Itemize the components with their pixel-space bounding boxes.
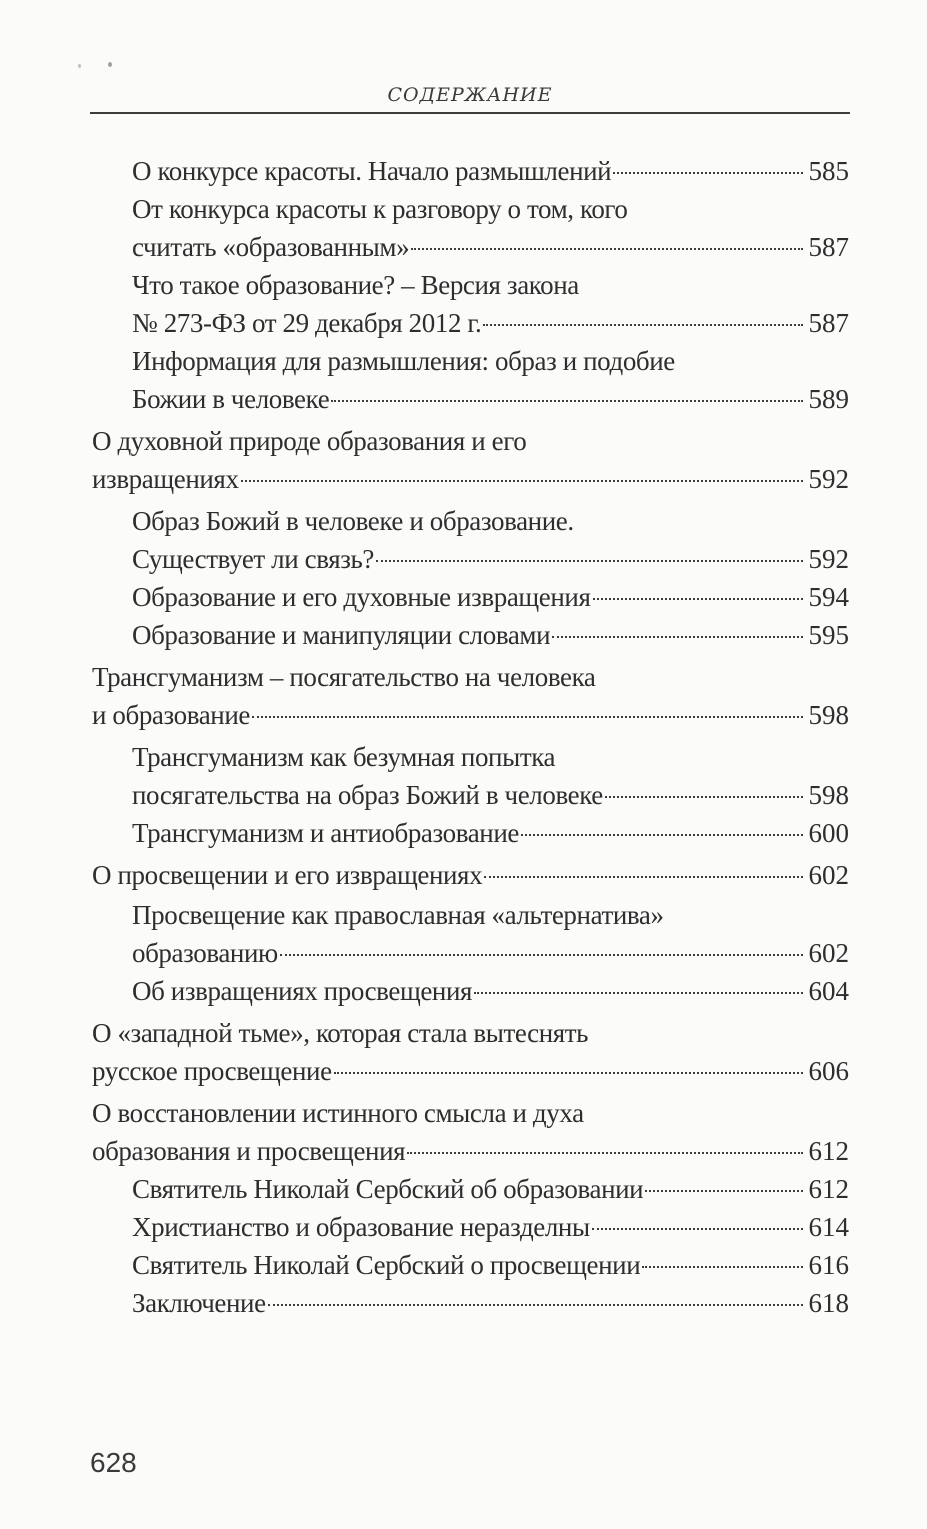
- toc-entry[interactable]: [92, 1132, 849, 1170]
- toc-entry-title-cont: Божии в человеке: [132, 384, 330, 414]
- leader-dots: [280, 954, 803, 956]
- toc-entry[interactable]: [132, 1170, 849, 1208]
- leader-dots: [605, 796, 803, 798]
- toc-entry-line[interactable]: [132, 342, 849, 380]
- toc-entry[interactable]: [132, 934, 849, 972]
- toc-page-number: 602: [808, 860, 849, 890]
- toc-page-number: 585: [808, 156, 849, 186]
- leader-dots: [334, 1072, 803, 1074]
- toc-entry-title: Христианство и образование неразделны: [132, 1212, 590, 1242]
- toc-page-number: 592: [808, 464, 849, 494]
- toc-page-number: 612: [808, 1136, 849, 1166]
- leader-dots: [411, 248, 802, 250]
- toc-entry[interactable]: [132, 152, 849, 190]
- toc-page-number: 602: [808, 938, 849, 968]
- toc-entry-title-cont: и образование: [92, 700, 250, 730]
- toc-entry[interactable]: [92, 460, 849, 498]
- toc-entry[interactable]: [132, 776, 849, 814]
- toc-entry-title: Об извращениях просвещения: [132, 976, 473, 1006]
- toc-entry-title: Образование и манипуляции словами: [132, 620, 551, 650]
- toc-entry-title: Святитель Николай Сербский об образовании: [132, 1174, 644, 1204]
- toc-entry[interactable]: [132, 814, 849, 852]
- toc-entry[interactable]: [132, 380, 849, 418]
- leader-dots: [592, 1228, 803, 1230]
- leader-dots: [483, 324, 802, 326]
- toc-page-number: 592: [808, 544, 849, 574]
- toc-entry-title: О восстановлении истинного смысла и духа: [92, 1098, 584, 1128]
- toc-entry-title-cont: Существует ли связь?: [132, 544, 375, 574]
- toc-entry-title-cont: образования и просвещения: [92, 1136, 406, 1166]
- toc-page-number: 618: [808, 1288, 849, 1318]
- scan-speck: [108, 62, 112, 67]
- toc-entry-title-cont: русское просвещение: [92, 1056, 332, 1086]
- toc-entry[interactable]: [132, 540, 849, 578]
- toc-entry-title: О духовной природе образования и его: [92, 426, 527, 456]
- toc-entry-title-cont: посягательства на образ Божий в человеке: [132, 780, 603, 810]
- toc-entry[interactable]: [92, 696, 849, 734]
- leader-dots: [645, 1190, 802, 1192]
- toc-entry-title: Трансгуманизм как безумная попытка: [132, 742, 556, 772]
- toc-page-number: 598: [808, 700, 849, 730]
- leader-dots: [593, 598, 803, 600]
- leader-dots: [642, 1266, 802, 1268]
- toc-entry-title: Информация для размышления: образ и подобие: [132, 346, 675, 376]
- toc-page-number: 589: [808, 384, 849, 414]
- leader-dots: [268, 1304, 803, 1306]
- toc-page-number: 587: [808, 308, 849, 338]
- toc-entry[interactable]: [132, 228, 849, 266]
- toc-entry-title: Святитель Николай Сербский о просвещении: [132, 1250, 641, 1280]
- toc-entry[interactable]: [92, 856, 849, 894]
- toc-entry-line[interactable]: [132, 738, 849, 776]
- toc-page-number: 606: [808, 1056, 849, 1086]
- leader-dots: [613, 172, 802, 174]
- toc-entry-title: Что такое образование? – Версия закона: [132, 270, 579, 300]
- leader-dots: [407, 1152, 802, 1154]
- toc-entry-line[interactable]: [132, 190, 849, 228]
- leader-dots: [552, 636, 802, 638]
- toc-page-number: 612: [808, 1174, 849, 1204]
- toc-entry[interactable]: [92, 1052, 849, 1090]
- leader-dots: [376, 560, 802, 562]
- toc-entry-title-cont: считать «образованным»: [132, 232, 410, 262]
- toc-entry-title: Заключение: [132, 1288, 266, 1318]
- toc-entry[interactable]: [132, 304, 849, 342]
- toc-entry-title-cont: извращениях: [92, 464, 239, 494]
- toc-page-number: 598: [808, 780, 849, 810]
- toc-entry-title: Образование и его духовные извращения: [132, 582, 591, 612]
- leader-dots: [484, 876, 802, 878]
- toc-page-number: 600: [808, 818, 849, 848]
- toc-entry-line[interactable]: [92, 1014, 849, 1052]
- toc-entry-title-cont: № 273-ФЗ от 29 декабря 2012 г.: [132, 308, 482, 338]
- toc-entry[interactable]: [132, 616, 849, 654]
- toc-entry[interactable]: [132, 1208, 849, 1246]
- toc-entry-title: От конкурса красоты к разговору о том, кого: [132, 194, 628, 224]
- toc-entry-line[interactable]: [92, 422, 849, 460]
- toc-entry-line[interactable]: [132, 502, 849, 540]
- toc-entry-title: О конкурсе красоты. Начало размышлений: [132, 156, 612, 186]
- toc-entry-title: О «западной тьме», которая стала вытеснять: [92, 1018, 589, 1048]
- toc-entry-line[interactable]: [92, 658, 849, 696]
- page-number: 628: [90, 1447, 137, 1478]
- leader-dots: [474, 992, 802, 994]
- toc-page-number: 616: [808, 1250, 849, 1280]
- toc-page-number: 614: [808, 1212, 849, 1242]
- header-rule: [90, 112, 850, 114]
- leader-dots: [241, 480, 803, 482]
- toc-page-number: 587: [808, 232, 849, 262]
- scan-speck: [78, 64, 81, 68]
- toc-entry-line[interactable]: [92, 1094, 849, 1132]
- toc-entry-title: О просвещении и его извращениях: [92, 860, 483, 890]
- toc-entry[interactable]: [132, 1284, 849, 1322]
- toc-entry[interactable]: [132, 578, 849, 616]
- toc-entry-title-cont: образованию: [132, 938, 278, 968]
- leader-dots: [521, 834, 803, 836]
- running-head: СОДЕРЖАНИЕ: [387, 84, 553, 106]
- toc-page-number: 594: [808, 582, 849, 612]
- leader-dots: [331, 400, 802, 402]
- toc-entry[interactable]: [132, 1246, 849, 1284]
- toc-page-number: 604: [808, 976, 849, 1006]
- toc-page-number: 595: [808, 620, 849, 650]
- toc-entry-line[interactable]: [132, 266, 849, 304]
- toc-entry-title: Трансгуманизм и антиобразование: [132, 818, 519, 848]
- toc-entry[interactable]: [132, 972, 849, 1010]
- leader-dots: [252, 716, 803, 718]
- toc-entry-title: Трансгуманизм – посягательство на человека: [92, 662, 596, 692]
- toc-entry-line[interactable]: [132, 896, 849, 934]
- toc-entry-title: Образ Божий в человеке и образование.: [132, 506, 574, 536]
- toc-entry-title: Просвещение как православная «альтернатива»: [132, 900, 664, 930]
